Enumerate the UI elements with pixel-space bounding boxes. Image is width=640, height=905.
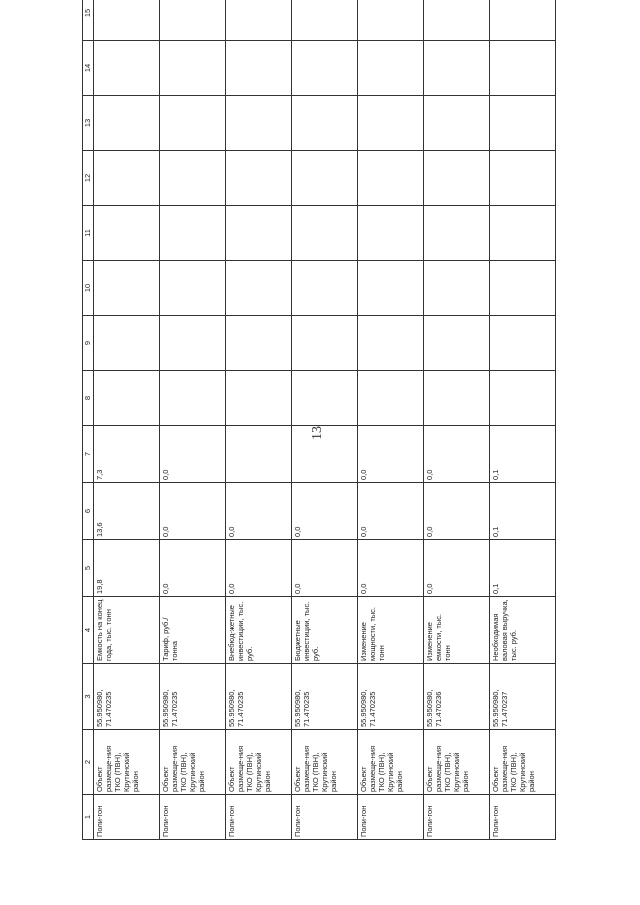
empty-cell [292, 316, 358, 371]
coordinates-cell: 55.950980, 71.470235 [226, 664, 292, 730]
empty-cell [424, 41, 490, 96]
object-name-cell: Объект размеще-ния ТКО (ПВН), Крутинский район [94, 730, 160, 795]
empty-cell [160, 96, 226, 151]
table-row [424, 0, 490, 840]
object-name-cell: Объект размеще-ния ТКО (ПВН), Крутинский район [424, 730, 490, 795]
object-name-cell: Объект размеще-ния ТКО (ПВН), Крутинский район [160, 730, 226, 795]
value-cell-7 [226, 426, 292, 483]
indicator-cell: Емкость на конец года, тыс. тонн [94, 597, 160, 664]
coordinates-cell: 55.950980, 71.470235 [160, 664, 226, 730]
empty-cell [490, 96, 556, 151]
empty-cell [94, 261, 160, 316]
empty-cell [292, 371, 358, 426]
empty-cell [424, 316, 490, 371]
empty-cell [358, 371, 424, 426]
empty-cell [358, 41, 424, 96]
object-type-cell: Поли-гон [358, 795, 424, 840]
column-header: 6 [83, 483, 94, 540]
value-cell-5: 0,0 [160, 540, 226, 597]
column-header: 11 [83, 206, 94, 261]
column-header: 5 [83, 540, 94, 597]
coordinates-cell: 55.950980, 71.470236 [424, 664, 490, 730]
column-header: 9 [83, 316, 94, 371]
value-cell-6: 0,0 [424, 483, 490, 540]
column-header: 10 [83, 261, 94, 316]
empty-cell [292, 41, 358, 96]
value-cell-7: 7,3 [94, 426, 160, 483]
value-cell-7: 0,0 [160, 426, 226, 483]
empty-cell [490, 0, 556, 41]
empty-cell [94, 96, 160, 151]
value-cell-6: 0,0 [292, 483, 358, 540]
object-type-cell: Поли-гон [424, 795, 490, 840]
empty-cell [226, 371, 292, 426]
value-cell-5: 0,0 [424, 540, 490, 597]
table-row [358, 0, 424, 840]
object-type-cell: Поли-гон [292, 795, 358, 840]
empty-cell [226, 261, 292, 316]
indicator-cell: Тариф, руб./тонна [160, 597, 226, 664]
empty-cell [226, 96, 292, 151]
empty-cell [292, 206, 358, 261]
value-cell-7: 0,0 [358, 426, 424, 483]
table-body [83, 0, 556, 840]
value-cell-5: 0,0 [292, 540, 358, 597]
empty-cell [490, 316, 556, 371]
value-cell-6: 0,0 [160, 483, 226, 540]
empty-cell [424, 151, 490, 206]
empty-cell [94, 206, 160, 261]
indicator-cell: Необходимая валовая выручка, тыс. руб. [490, 597, 556, 664]
object-name-cell: Объект размеще-ния ТКО (ПВН), Крутинский район [292, 730, 358, 795]
value-cell-5: 0,0 [226, 540, 292, 597]
empty-cell [490, 151, 556, 206]
empty-cell [160, 0, 226, 41]
column-header: 8 [83, 371, 94, 426]
column-header: 1 [83, 795, 94, 840]
empty-cell [94, 41, 160, 96]
indicator-cell: Изменение емкости, тыс. тонн [424, 597, 490, 664]
empty-cell [358, 96, 424, 151]
empty-cell [160, 41, 226, 96]
object-name-cell: Объект размеще-ния ТКО (ПВН), Крутинский район [226, 730, 292, 795]
empty-cell [490, 261, 556, 316]
empty-cell [94, 151, 160, 206]
object-type-cell: Поли-гон [490, 795, 556, 840]
table-row [226, 0, 292, 840]
column-header: 13 [83, 96, 94, 151]
empty-cell [490, 371, 556, 426]
indicator-cell: Внебюд-жетные инвестиции, тыс. руб. [226, 597, 292, 664]
object-name-cell: Объект размеще-ния ТКО (ПВН), Крутинский район [358, 730, 424, 795]
object-name-cell: Объект размеще-ния ТКО (ПВН), Крутинский район [490, 730, 556, 795]
empty-cell [424, 206, 490, 261]
empty-cell [292, 261, 358, 316]
indicator-cell: Бюджетные инвестиции, тыс. руб. [292, 597, 358, 664]
table-row [94, 0, 160, 840]
empty-cell [160, 261, 226, 316]
empty-cell [160, 371, 226, 426]
column-header: 7 [83, 426, 94, 483]
empty-cell [424, 371, 490, 426]
empty-cell [358, 316, 424, 371]
empty-cell [292, 151, 358, 206]
empty-cell [358, 206, 424, 261]
empty-cell [490, 206, 556, 261]
empty-cell [160, 206, 226, 261]
table-row [490, 0, 556, 840]
empty-cell [358, 0, 424, 41]
value-cell-7: 0,0 [424, 426, 490, 483]
empty-cell [94, 0, 160, 41]
value-cell-5: 0,0 [358, 540, 424, 597]
empty-cell [424, 0, 490, 41]
data-table [82, 0, 556, 840]
value-cell-5: 19,8 [94, 540, 160, 597]
value-cell-6: 0,0 [226, 483, 292, 540]
empty-cell [160, 316, 226, 371]
empty-cell [292, 0, 358, 41]
table-row [160, 0, 226, 840]
table-row [292, 0, 358, 840]
column-header: 3 [83, 664, 94, 730]
empty-cell [358, 151, 424, 206]
empty-cell [94, 371, 160, 426]
column-header: 15 [83, 0, 94, 41]
empty-cell [292, 96, 358, 151]
coordinates-cell: 55.950980, 71.470235 [292, 664, 358, 730]
empty-cell [226, 0, 292, 41]
value-cell-7 [292, 426, 358, 483]
column-header: 2 [83, 730, 94, 795]
object-type-cell: Поли-гон [94, 795, 160, 840]
indicator-cell: Изменение мощности, тыс. тонн [358, 597, 424, 664]
column-header: 4 [83, 597, 94, 664]
empty-cell [424, 96, 490, 151]
empty-cell [226, 41, 292, 96]
empty-cell [94, 316, 160, 371]
value-cell-5: 0,1 [490, 540, 556, 597]
column-header: 14 [83, 41, 94, 96]
value-cell-7: 0,1 [490, 426, 556, 483]
value-cell-6: 0,0 [358, 483, 424, 540]
empty-cell [490, 41, 556, 96]
empty-cell [358, 261, 424, 316]
object-type-cell: Поли-гон [160, 795, 226, 840]
empty-cell [424, 261, 490, 316]
coordinates-cell: 55.950980, 71.470235 [358, 664, 424, 730]
column-header: 12 [83, 151, 94, 206]
page-number: 13 [310, 426, 325, 440]
empty-cell [226, 151, 292, 206]
empty-cell [226, 206, 292, 261]
value-cell-6: 13,6 [94, 483, 160, 540]
empty-cell [160, 151, 226, 206]
empty-cell [226, 316, 292, 371]
coordinates-cell: 55.950980, 71.470237 [490, 664, 556, 730]
coordinates-cell: 55.950980, 71.470235 [94, 664, 160, 730]
table-header-row [83, 0, 94, 840]
object-type-cell: Поли-гон [226, 795, 292, 840]
value-cell-6: 0,1 [490, 483, 556, 540]
